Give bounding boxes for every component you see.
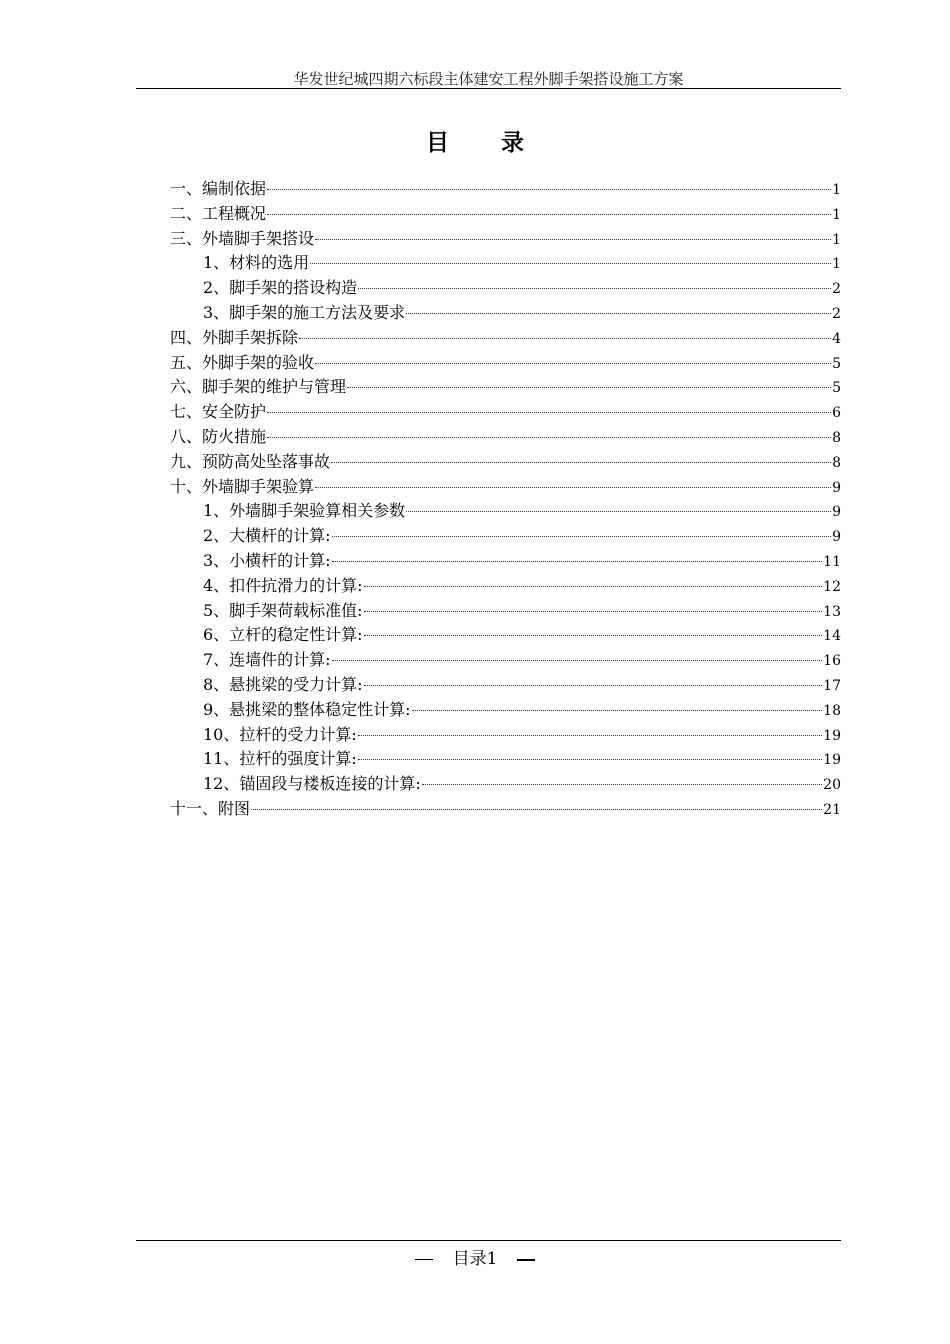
toc-entry[interactable] xyxy=(170,251,841,276)
toc-dot-leader xyxy=(406,511,831,512)
toc-title: 目 录 xyxy=(425,129,546,156)
toc-entry-label: 7、连墙件的计算: xyxy=(203,650,331,670)
toc-entry-page: 6 xyxy=(832,405,841,422)
toc-dot-leader xyxy=(315,363,831,364)
toc-entry-label: 七、安全防护 xyxy=(170,402,267,422)
toc-entry-page: 9 xyxy=(832,479,841,496)
toc-dot-leader xyxy=(412,710,823,711)
toc-entry-label: 九、预防高处坠落事故 xyxy=(170,451,331,471)
toc-entry[interactable] xyxy=(170,772,841,797)
toc-entry-label: 三、外墙脚手架搭设 xyxy=(170,228,315,248)
toc-entry-label: 10、拉杆的受力计算: xyxy=(203,724,357,744)
toc-entry-label: 11、拉杆的强度计算: xyxy=(203,749,357,769)
toc-entry[interactable] xyxy=(170,648,841,673)
toc-entry[interactable] xyxy=(170,301,841,326)
toc-entry-page: 2 xyxy=(832,305,841,322)
toc-entry-page: 1 xyxy=(832,256,841,273)
toc-entry-page: 12 xyxy=(823,578,841,595)
toc-dot-leader xyxy=(332,561,823,562)
footer-divider xyxy=(136,1240,841,1241)
toc-entry-page: 9 xyxy=(832,529,841,546)
toc-dot-leader xyxy=(406,313,831,314)
toc-entry[interactable] xyxy=(170,574,841,599)
toc-entry[interactable] xyxy=(170,400,841,425)
toc-entry[interactable] xyxy=(170,747,841,772)
toc-entry-page: 1 xyxy=(832,182,841,198)
toc-entry-label: 1、材料的选用 xyxy=(203,253,310,273)
toc-entry[interactable] xyxy=(170,177,841,202)
toc-entry-label: 1、外墙脚手架验算相关参数 xyxy=(203,501,406,521)
toc-entry-label: 四、外脚手架拆除 xyxy=(170,327,299,347)
toc-entry[interactable] xyxy=(170,723,841,748)
toc-entry[interactable] xyxy=(170,425,841,450)
toc-entry-label: 十、外墙脚手架验算 xyxy=(170,476,315,496)
toc-entry-label: 二、工程概况 xyxy=(170,203,267,223)
toc-dot-leader xyxy=(267,437,831,438)
header-title: 华发世纪城四期六标段主体建安工程外脚手架搭设施工方案 xyxy=(293,70,684,88)
toc-entry-label: 一、编制依据 xyxy=(170,179,267,198)
toc-dot-leader xyxy=(267,214,831,215)
toc-entry-label: 3、小横杆的计算: xyxy=(203,550,331,570)
toc-entry[interactable] xyxy=(170,227,841,252)
toc-dot-leader xyxy=(332,536,832,537)
toc-entry-label: 6、立杆的稳定性计算: xyxy=(203,625,363,645)
toc-entry-label: 2、脚手架的搭设构造 xyxy=(203,278,358,298)
toc-entry[interactable] xyxy=(170,351,841,376)
toc-entry-label: 五、外脚手架的验收 xyxy=(170,352,315,372)
toc-entry[interactable] xyxy=(170,475,841,500)
toc-entry-page: 11 xyxy=(823,553,841,570)
toc-entry[interactable] xyxy=(170,524,841,549)
toc-entry-page: 19 xyxy=(823,727,841,744)
toc-entry-page: 13 xyxy=(823,603,841,620)
toc-dot-leader xyxy=(358,288,831,289)
toc-dot-leader xyxy=(358,735,822,736)
toc-dot-leader xyxy=(364,635,823,636)
toc-dot-leader xyxy=(267,189,831,190)
toc-entry-page: 8 xyxy=(832,454,841,471)
toc-dot-leader xyxy=(310,263,831,264)
toc-entry-page: 5 xyxy=(832,380,841,397)
toc-dot-leader xyxy=(315,239,831,240)
toc-entry-page: 2 xyxy=(832,281,841,298)
toc-entry-page: 4 xyxy=(832,330,841,347)
toc-list xyxy=(170,177,841,822)
toc-entry[interactable] xyxy=(170,202,841,227)
page-footer xyxy=(0,1244,950,1269)
header-divider xyxy=(136,88,841,89)
toc-entry[interactable] xyxy=(170,375,841,400)
toc-entry-page: 17 xyxy=(823,677,841,694)
toc-dot-leader xyxy=(251,809,822,810)
toc-entry-page: 16 xyxy=(823,653,841,670)
toc-entry[interactable] xyxy=(170,599,841,624)
toc-entry[interactable] xyxy=(170,499,841,524)
toc-entry-page: 1 xyxy=(832,231,841,248)
toc-entry[interactable] xyxy=(170,450,841,475)
toc-entry-page: 19 xyxy=(823,752,841,769)
toc-entry-label: 六、脚手架的维护与管理 xyxy=(170,377,347,397)
toc-dot-leader xyxy=(364,685,823,686)
toc-entry[interactable] xyxy=(170,326,841,351)
footer-dash-right xyxy=(517,1259,535,1261)
toc-dot-leader xyxy=(358,759,822,760)
toc-entry-label: 3、脚手架的施工方法及要求 xyxy=(203,302,406,322)
toc-entry-page: 8 xyxy=(832,429,841,446)
toc-dot-leader xyxy=(422,784,822,785)
toc-dot-leader xyxy=(299,338,831,339)
toc-dot-leader xyxy=(331,462,831,463)
toc-entry-label: 5、脚手架荷载标准值: xyxy=(203,600,363,620)
toc-entry[interactable] xyxy=(170,549,841,574)
toc-entry-label: 4、扣件抗滑力的计算: xyxy=(203,575,363,595)
toc-entry[interactable] xyxy=(170,276,841,301)
toc-dot-leader xyxy=(347,387,831,388)
toc-entry-label: 十一、附图 xyxy=(170,798,251,818)
toc-entry-label: 9、悬挑梁的整体稳定性计算: xyxy=(203,699,411,719)
toc-entry-page: 9 xyxy=(832,504,841,521)
toc-dot-leader xyxy=(267,412,831,413)
toc-dot-leader xyxy=(315,487,831,488)
toc-entry-page: 21 xyxy=(823,801,841,818)
toc-entry[interactable] xyxy=(170,623,841,648)
toc-entry-page: 14 xyxy=(823,628,841,645)
toc-entry[interactable] xyxy=(170,698,841,723)
toc-dot-leader xyxy=(364,611,823,612)
toc-entry-label: 8、悬挑梁的受力计算: xyxy=(203,674,363,694)
toc-entry-label: 八、防火措施 xyxy=(170,426,267,446)
toc-entry[interactable] xyxy=(170,673,841,698)
footer-dash-left xyxy=(415,1259,433,1260)
toc-dot-leader xyxy=(332,660,823,661)
toc-entry-label: 12、锚固段与楼板连接的计算: xyxy=(203,774,421,794)
toc-entry-page: 20 xyxy=(823,777,841,794)
toc-entry-page: 1 xyxy=(832,206,841,223)
footer-page-label: 目录1 xyxy=(452,1249,498,1269)
toc-entry-page: 5 xyxy=(832,355,841,372)
toc-entry[interactable] xyxy=(170,797,841,822)
toc-dot-leader xyxy=(364,586,823,587)
toc-entry-page: 18 xyxy=(823,702,841,719)
toc-entry-label: 2、大横杆的计算: xyxy=(203,526,331,546)
